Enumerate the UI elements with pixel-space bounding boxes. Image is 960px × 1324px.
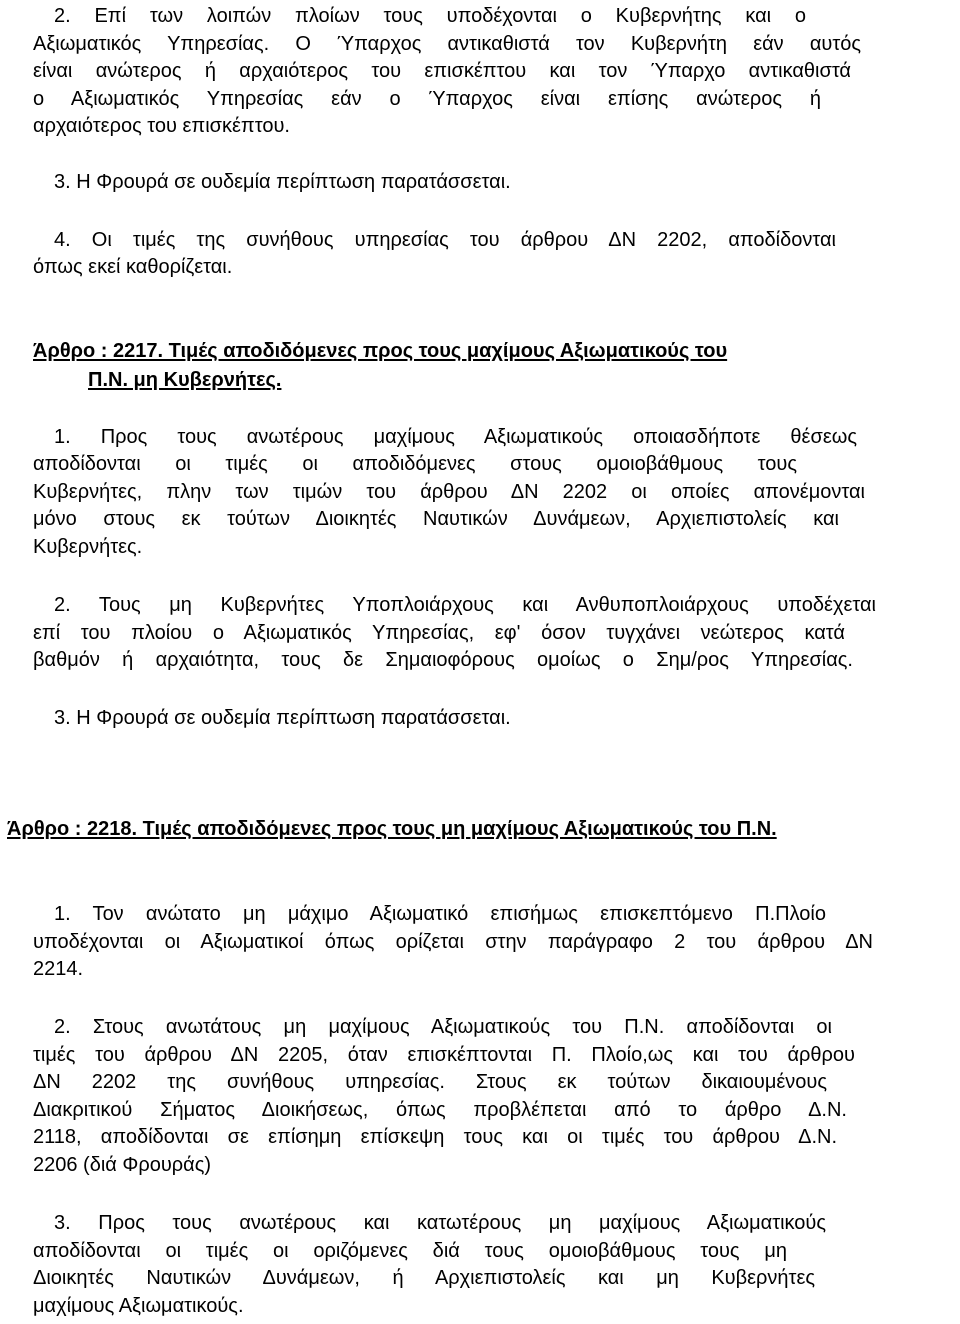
heading-line: Άρθρο : 2217. Τιμές αποδιδόμενες προς τους μαχίμους Αξιωματικούς του xyxy=(33,340,728,362)
heading-line: Π.Ν. μη Κυβερνήτες. xyxy=(88,369,282,391)
text-line: Αξιωματικός Υπηρεσίας. Ο Ύπαρχος αντικαθιστά τον Κυβερνήτη εάν αυτός xyxy=(33,33,861,55)
text-line: ΔΝ 2202 της συνήθους υπηρεσίας. Στους εκ τούτων δικαιουμένους xyxy=(33,1071,827,1093)
article-2218-heading: Άρθρο : 2218. Τιμές αποδιδόμενες προς τους μη μαχίμους Αξιωματικούς του Π.Ν. xyxy=(7,818,777,840)
text-line: τιμές του άρθρου ΔΝ 2205, όταν επισκέπτονται Π. Πλοίο,ως και του άρθρου xyxy=(33,1044,855,1066)
text-line: αρχαιότερος του επισκέπτου. xyxy=(33,115,290,137)
text-line: Διοικητές Ναυτικών Δυνάμεων, ή Αρχιεπιστολείς και μη Κυβερνήτες xyxy=(33,1267,815,1289)
text-line: Κυβερνήτες, πλην των τιμών του άρθρου ΔΝ 2202 οι οποίες απονέμονται xyxy=(33,481,865,503)
text-line: Κυβερνήτες. xyxy=(33,536,143,558)
text-line: επί του πλοίου ο Αξιωματικός Υπηρεσίας, εφ' όσον τυγχάνει νεώτερος κατά xyxy=(33,622,845,644)
text-line: 2. Στους ανωτάτους μη μαχίμους Αξιωματικούς του Π.Ν. αποδίδονται οι xyxy=(54,1016,832,1038)
paragraph-a3: 3. Η Φρουρά σε ουδεμία περίπτωση παρατάσσεται. xyxy=(54,171,511,193)
text-line: βαθμόν ή αρχαιότητα, τους δε Σημαιοφόρους ομοίως ο Σημ/ρος Υπηρεσίας. xyxy=(33,649,853,671)
text-line: 2. Επί των λοιπών πλοίων τους υποδέχονται ο Κυβερνήτης και ο xyxy=(54,5,806,27)
text-line: είναι ανώτερος ή αρχαιότερος του επισκέπτου και τον Ύπαρχο αντικαθιστά xyxy=(33,60,851,82)
text-line: 2214. xyxy=(33,958,84,980)
text-line: 1. Προς τους ανωτέρους μαχίμους Αξιωματικούς οποιασδήποτε θέσεως xyxy=(54,426,857,448)
text-line: 1. Τον ανώτατο μη μάχιμο Αξιωματικό επισήμως επισκεπτόμενο Π.Πλοίο xyxy=(54,903,826,925)
text-line: 4. Οι τιμές της συνήθους υπηρεσίας του άρθρου ΔΝ 2202, αποδίδονται xyxy=(54,229,836,251)
text-line: 2118, αποδίδονται σε επίσημη επίσκεψη τους και οι τιμές του άρθρου Δ.Ν. xyxy=(33,1126,837,1148)
text-line: αποδίδονται οι τιμές οι οριζόμενες διά τους ομοιοβάθμους τους μη xyxy=(33,1240,787,1262)
text-line: όπως εκεί καθορίζεται. xyxy=(33,256,233,278)
text-line: μόνο στους εκ τούτων Διοικητές Ναυτικών Δυνάμεων, Αρχιεπιστολείς και xyxy=(33,508,839,530)
text-line: αποδίδονται οι τιμές οι αποδιδόμενες στους ομοιοβάθμους τους xyxy=(33,453,797,475)
text-line: υποδέχονται οι Αξιωματικοί όπως ορίζεται στην παράγραφο 2 του άρθρου ΔΝ xyxy=(33,931,873,953)
text-line: μαχίμους Αξιωματικούς. xyxy=(33,1295,244,1317)
text-line: 2. Τους μη Κυβερνήτες Υποπλοιάρχους και Ανθυποπλοιάρχους υποδέχεται xyxy=(54,594,876,616)
article-2217-paragraph-3: 3. Η Φρουρά σε ουδεμία περίπτωση παρατάσσεται. xyxy=(54,707,511,729)
text-line: ο Αξιωματικός Υπηρεσίας εάν ο Ύπαρχος είναι επίσης ανώτερος ή xyxy=(33,88,821,110)
text-line: 3. Προς τους ανωτέρους και κατωτέρους μη μαχίμους Αξιωματικούς xyxy=(54,1212,826,1234)
text-line: Διακριτικού Σήματος Διοικήσεως, όπως προβλέπεται από το άρθρο Δ.Ν. xyxy=(33,1099,847,1121)
text-line: 2206 (διά Φρουράς) xyxy=(33,1154,212,1176)
